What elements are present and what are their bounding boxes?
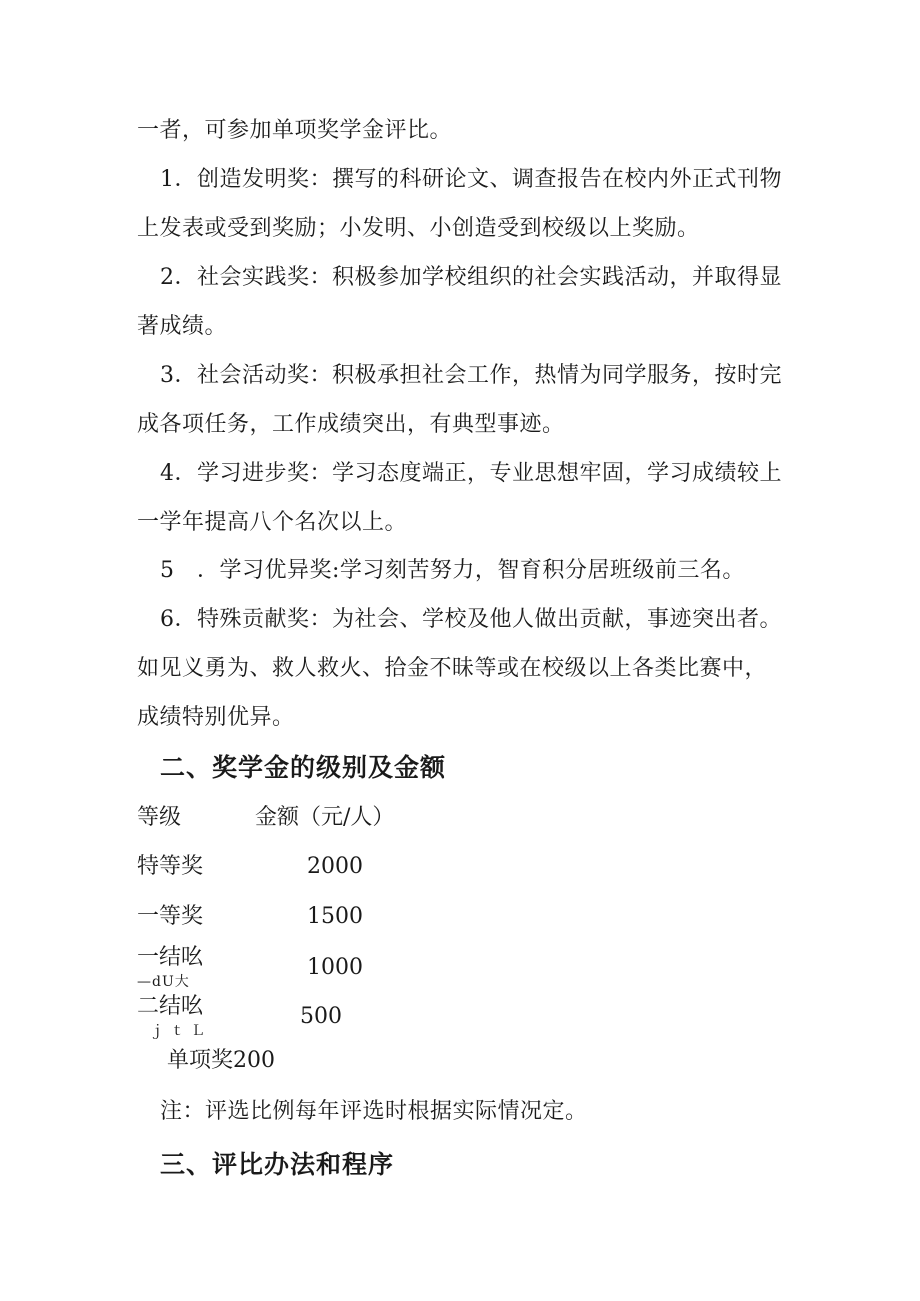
table-row-amount: 1500 xyxy=(307,904,363,929)
table-row-amount: 2000 xyxy=(307,854,363,879)
item-2-line-2: 著成绩。 xyxy=(137,314,228,339)
table-row-level-fragment: ｊ ｔ Ｌ xyxy=(150,1023,206,1039)
table-row-amount: 1000 xyxy=(307,955,363,980)
item-5: 5 ．学习优异奖:学习刻苦努力，智育积分居班级前三名。 xyxy=(160,558,745,583)
item-2-line-1: 2．社会实践奖：积极参加学校组织的社会实践活动，并取得显 xyxy=(160,265,782,290)
table-header-amount: 金额（元/人） xyxy=(255,805,395,830)
note: 注：评选比例每年评选时根据实际情况定。 xyxy=(160,1099,588,1124)
item-1-line-2: 上发表或受到奖励；小发明、小创造受到校级以上奖励。 xyxy=(137,216,700,241)
table-row-level: 特等奖 xyxy=(137,854,204,879)
item-4-line-1: 4．学习进步奖：学习态度端正，专业思想牢固，学习成绩较上 xyxy=(160,461,782,486)
single-item-award: 单项奖200 xyxy=(167,1048,275,1073)
table-row-level: 二结吆 xyxy=(137,994,204,1019)
item-6-line-1: 6．特殊贡献奖：为社会、学校及他人做出贡献，事迹突出者。 xyxy=(160,607,782,632)
table-row-level-fragment: —dU大 xyxy=(137,974,190,990)
item-4-line-2: 一学年提高八个名次以上。 xyxy=(137,510,408,535)
section-2-heading: 二、奖学金的级别及金额 xyxy=(160,753,447,782)
section-3-heading: 三、评比办法和程序 xyxy=(160,1150,395,1179)
paragraph-continuation: 一者，可参加单项奖学金评比。 xyxy=(137,118,453,143)
table-row-level: 一等奖 xyxy=(137,904,204,929)
item-1-line-1: 1．创造发明奖：撰写的科研论文、调查报告在校内外正式刊物 xyxy=(160,167,782,192)
table-row-level: 一结吆 xyxy=(137,945,204,970)
item-3-line-2: 成各项任务，工作成绩突出，有典型事迹。 xyxy=(137,412,565,437)
item-6-line-3: 成绩特别优异。 xyxy=(137,705,295,730)
table-header-level: 等级 xyxy=(137,805,182,830)
item-3-line-1: 3．社会活动奖：积极承担社会工作，热情为同学服务，按时完 xyxy=(160,363,782,388)
table-row-amount: 500 xyxy=(300,1004,342,1029)
item-6-line-2: 如见义勇为、救人救火、拾金不昧等或在校级以上各类比赛中， xyxy=(137,656,768,681)
